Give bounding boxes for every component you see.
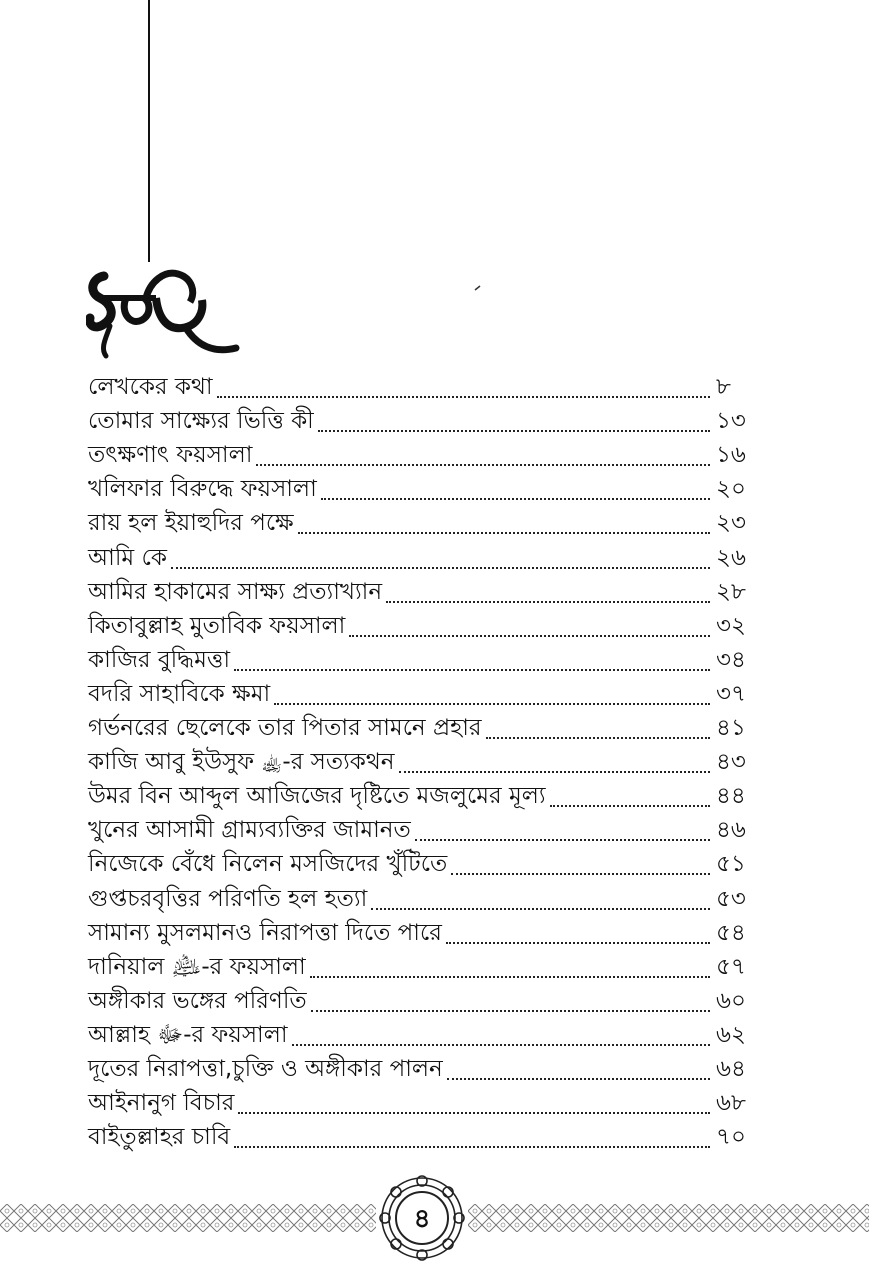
toc-entry bbox=[88, 913, 760, 947]
toc-entry-page: ২০ bbox=[716, 476, 746, 503]
toc-entry-page: ৬৮ bbox=[716, 1090, 746, 1117]
toc-entry bbox=[88, 708, 760, 742]
toc-entry-title: আমির হাকামের সাক্ষ্য প্রত্যাখ্যান bbox=[88, 578, 383, 605]
toc-entry-page: ৪৩ bbox=[716, 749, 746, 776]
toc-entry-page: ৬০ bbox=[716, 987, 746, 1014]
toc-entry-title: দূতের নিরাপত্তা,চুক্তি ও অঙ্গীকার পালন bbox=[88, 1055, 443, 1082]
toc-dot-leader bbox=[349, 635, 710, 637]
page-heading bbox=[86, 268, 246, 368]
toc-dot-leader bbox=[550, 805, 710, 807]
toc-dot-leader bbox=[446, 942, 710, 944]
toc-entry-page: ২৮ bbox=[716, 578, 746, 605]
toc-entry-title: রায় হল ইয়াহুদির পক্ষে bbox=[88, 510, 294, 537]
toc-entry-page: ৫৭ bbox=[716, 953, 746, 980]
toc-dot-leader bbox=[386, 601, 710, 603]
toc-entry-title: গর্ভনরের ছেলেকে তার পিতার সামনে প্রহার bbox=[88, 715, 482, 742]
toc-entry-page: ৫৪ bbox=[716, 919, 746, 946]
toc-dot-leader bbox=[447, 1078, 710, 1080]
toc-entry-title: আইনানুগ বিচার bbox=[88, 1090, 235, 1117]
toc-entry-page: ৫১ bbox=[716, 851, 746, 878]
toc-entry-title: আমি কে bbox=[88, 544, 167, 571]
toc-entry bbox=[88, 503, 760, 537]
toc-entry-page: ১৩ bbox=[716, 408, 746, 435]
toc-dot-leader bbox=[486, 737, 710, 739]
toc-entry-page: ৭০ bbox=[716, 1124, 746, 1151]
toc-entry bbox=[88, 435, 760, 469]
toc-entry bbox=[88, 981, 760, 1015]
toc-dot-leader bbox=[318, 430, 710, 432]
toc-entry bbox=[88, 1117, 760, 1151]
toc-entry-page: ৩৪ bbox=[716, 646, 746, 673]
toc-entry-title: লেখকের কথা bbox=[88, 374, 213, 401]
toc-entry-page: ৫৩ bbox=[716, 885, 746, 912]
toc-entry bbox=[88, 640, 760, 674]
heading-calligraphy bbox=[86, 268, 246, 368]
toc-entry bbox=[88, 1015, 760, 1049]
toc-entry-page: ২৬ bbox=[716, 544, 746, 571]
toc-entry bbox=[88, 1083, 760, 1117]
decorative-vertical-line bbox=[148, 0, 150, 262]
toc-entry-title: বাইতুল্লাহর চাবি bbox=[88, 1124, 231, 1151]
toc-entry bbox=[88, 742, 760, 776]
toc-entry-page: ৬৪ bbox=[716, 1055, 746, 1082]
toc-entry bbox=[88, 947, 760, 981]
toc-dot-leader bbox=[311, 1010, 710, 1012]
toc-entry-page: ৪৪ bbox=[716, 783, 746, 810]
toc-dot-leader bbox=[217, 396, 710, 398]
toc-entry-title: গুপ্তচরবৃত্তির পরিণতি হল হত্যা bbox=[88, 885, 368, 912]
toc-entry bbox=[88, 844, 760, 878]
toc-entry bbox=[88, 469, 760, 503]
toc-entry-page: ১৬ bbox=[716, 442, 746, 469]
toc-entry bbox=[88, 674, 760, 708]
print-speck bbox=[474, 276, 481, 282]
toc-dot-leader bbox=[171, 567, 710, 569]
toc-entry bbox=[88, 572, 760, 606]
page-number: ৪ bbox=[413, 1204, 431, 1234]
toc-entry bbox=[88, 878, 760, 912]
toc-dot-leader bbox=[399, 771, 711, 773]
toc-dot-leader bbox=[234, 1146, 710, 1148]
toc-dot-leader bbox=[274, 703, 710, 705]
toc-dot-leader bbox=[238, 1112, 710, 1114]
toc-entry bbox=[88, 1049, 760, 1083]
toc-entry-title: খলিফার বিরুদ্ধে ফয়সালা bbox=[88, 476, 317, 503]
toc-entry bbox=[88, 606, 760, 640]
toc-entry-title: দানিয়াল ﵇-র ফয়সালা bbox=[88, 953, 306, 980]
toc-dot-leader bbox=[321, 498, 710, 500]
toc-dot-leader bbox=[415, 839, 710, 841]
toc-dot-leader bbox=[371, 908, 710, 910]
toc-dot-leader bbox=[292, 1044, 710, 1046]
toc-entry-page: ৪১ bbox=[716, 715, 746, 742]
toc-entry bbox=[88, 776, 760, 810]
toc-entry-title: কিতাবুল্লাহ মুতাবিক ফয়সালা bbox=[88, 612, 346, 639]
toc-dot-leader bbox=[298, 532, 710, 534]
toc-entry-title: তৎক্ষণাৎ ফয়সালা bbox=[88, 442, 253, 469]
left-ornament-band bbox=[0, 1204, 376, 1232]
toc-entry-title: কাজির বুদ্ধিমত্তা bbox=[88, 646, 231, 673]
toc-entry-page: ৮ bbox=[716, 374, 731, 401]
toc-entry-title: খুনের আসামী গ্রাম্যব্যক্তির জামানত bbox=[88, 817, 411, 844]
toc-entry-page: ৪৬ bbox=[716, 817, 746, 844]
table-of-contents bbox=[88, 367, 760, 1151]
toc-entry-title: তোমার সাক্ষ্যের ভিত্তি কী bbox=[88, 408, 314, 435]
toc-entry bbox=[88, 367, 760, 401]
toc-entry-title: সামান্য মুসলমানও নিরাপত্তা দিতে পারে bbox=[88, 919, 442, 946]
toc-dot-leader bbox=[310, 976, 710, 978]
toc-entry bbox=[88, 810, 760, 844]
toc-entry-page: ৩৭ bbox=[716, 680, 746, 707]
toc-entry-title: কাজি আবু ইউসুফ ﵀-র সত্যকথন bbox=[88, 749, 395, 776]
right-ornament-band bbox=[468, 1204, 869, 1232]
toc-entry-title: আল্লাহ ﷻ-র ফয়সালা bbox=[88, 1021, 288, 1048]
toc-entry-page: ২৩ bbox=[716, 510, 746, 537]
toc-entry-page: ৬২ bbox=[716, 1021, 746, 1048]
toc-entry bbox=[88, 537, 760, 571]
toc-entry-title: বদরি সাহাবিকে ক্ষমা bbox=[88, 680, 271, 707]
toc-entry-title: নিজেকে বেঁধে নিলেন মসজিদের খুঁটিতে bbox=[88, 851, 448, 878]
toc-entry bbox=[88, 401, 760, 435]
toc-entry-title: উমর বিন আব্দুল আজিজের দৃষ্টিতে মজলুমের মূল্য bbox=[88, 783, 546, 810]
toc-entry-title: অঙ্গীকার ভঙ্গের পরিণতি bbox=[88, 987, 307, 1014]
toc-dot-leader bbox=[234, 669, 710, 671]
toc-dot-leader bbox=[451, 873, 710, 875]
toc-entry-page: ৩২ bbox=[716, 612, 746, 639]
toc-dot-leader bbox=[256, 464, 710, 466]
